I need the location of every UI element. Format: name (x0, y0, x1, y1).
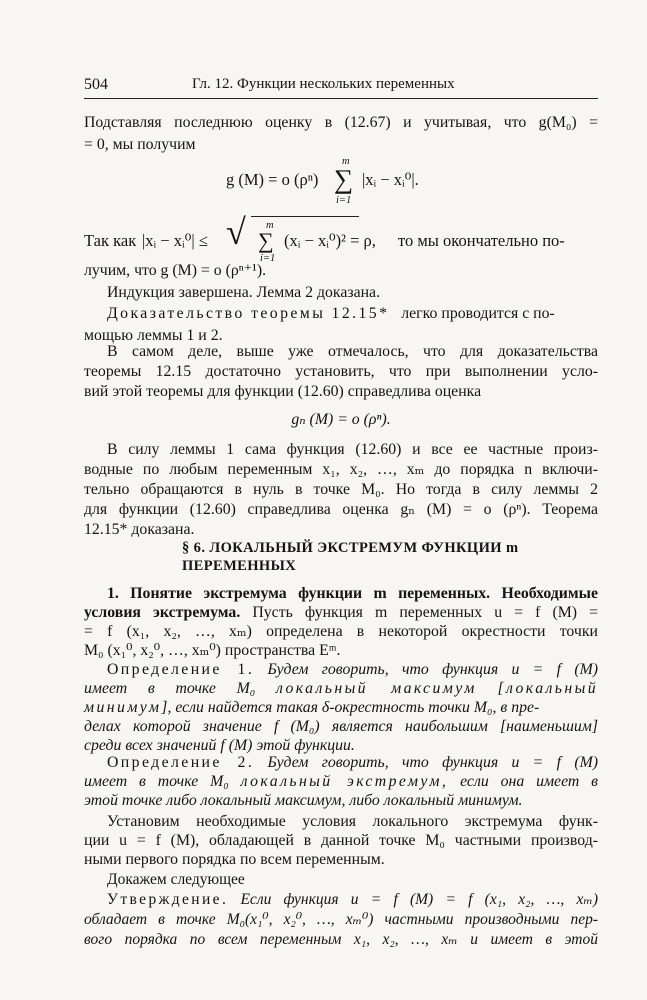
section-heading: § 6. ЛОКАЛЬНЫЙ ЭКСТРЕМУМ ФУНКЦИИ m (182, 540, 519, 556)
section-heading: ПЕРЕМЕННЫХ (182, 558, 297, 574)
running-title: Гл. 12. Функции нескольких переменных (192, 76, 455, 92)
text-line: В силу леммы 1 сама функция (12.60) и все ее частные произ- (107, 441, 598, 458)
text-line: ции u = f (M), обладающей в данной точке M₀ частными производ- (84, 832, 598, 849)
text-fragment: Если функция u = f (M) = f (x₁, x₂, …, xₘ) (240, 891, 599, 908)
text-line: водные по любым переменным x₁, x₂, …, xₘ до порядка n включи- (84, 461, 598, 478)
text-line: Подставляя последнюю оценку в (12.67) и учитывая, что g(M₀) = (84, 114, 598, 131)
term-local-minimum: [локальный (497, 680, 599, 697)
sum-upper-limit: m (266, 220, 274, 231)
definition-label: Определение 1. (107, 661, 255, 678)
text-fragment: то мы окончательно по- (398, 231, 565, 250)
text-fragment: имеет в точке M₀ (84, 680, 256, 697)
text-line: Индукция завершена. Лемма 2 доказана. (107, 284, 381, 301)
text-line: Установим необходимые условия локального экстремума функ- (107, 813, 598, 830)
summation-symbol: ∑ (258, 228, 274, 253)
text-line: лучим, что g (M) = o (ρⁿ⁺¹). (84, 262, 267, 279)
text-line: = f (x₁, x₂, …, xₘ) определена в некоторой окрестности точки (84, 623, 598, 640)
square-root-sign: √ (226, 212, 246, 252)
text-fragment: легко проводится с по- (401, 305, 555, 322)
definition-label: Определение 2. (107, 754, 255, 771)
text-line: теоремы 12.15 достаточно установить, что при выполнении усло- (84, 363, 598, 380)
text-fragment: ], если найдется такая δ-окрестность точки M₀, в пре- (161, 699, 540, 716)
text-line: вий этой теоремы для функции (12.60) справедлива оценка (84, 383, 482, 400)
text-line: Докажем следующее (107, 870, 598, 889)
subsection-title-text: условия экстремума. (84, 604, 241, 621)
term-local-extremum: локальный экстремум, (240, 773, 449, 790)
text-line: = 0, мы получим (84, 136, 196, 153)
text-line: мощью леммы 1 и 2. (84, 327, 223, 344)
subsection-title-text: 1. Понятие экстремума функции m переменных. Необходимые (107, 585, 598, 602)
text-line: тельно обращаются в нуль в точке M₀. Но тогда в силу леммы 2 (84, 481, 598, 498)
claim-label: Утверждение. (107, 891, 229, 908)
text-line (107, 890, 598, 909)
term-local-maximum: локальный максимум (276, 680, 477, 697)
sum-upper-limit: m (342, 156, 350, 167)
formula-fragment: (xᵢ − xᵢ⁰)² = ρ, (284, 231, 376, 250)
text-fragment: имеет в точке M₀ (84, 773, 229, 790)
text-fragment: Будем говорить, что функция u = f (M) (267, 661, 598, 678)
formula-lhs: g (M) = o (ρⁿ) (226, 170, 319, 189)
formula-term: |xᵢ − xᵢ⁰|. (362, 170, 419, 189)
text-line: В самом деле, выше уже отмечалось, что для доказательства (107, 343, 598, 360)
formula-fragment: |xᵢ − xᵢ⁰| ≤ (142, 231, 208, 250)
text-line: M₀ (x₁⁰, x₂⁰, …, xₘ⁰) пространства Eᵐ. (84, 642, 341, 659)
text-line: этой точке либо локальный максимум, либо локальный минимум. (84, 792, 523, 809)
text-fragment: если она имеет в (460, 773, 598, 790)
text-line: 12.15* доказана. (84, 521, 195, 538)
text-line: делах которой значение f (M₀) является наибольшим [наименьшим] (84, 718, 598, 735)
page-number: 504 (84, 76, 108, 93)
text-fragment: Так как (84, 231, 137, 250)
text-line: ными первого порядка по всем переменным. (84, 851, 385, 868)
term-local-minimum: минимум (84, 699, 162, 716)
text-line: вого порядка по всем переменным x₁, x₂, …, xₘ и имеет в этой (84, 931, 598, 948)
text-line: обладает в точке M₀(x₁⁰, x₂⁰, …, xₘ⁰) частными производными пер- (84, 911, 598, 928)
sum-lower-limit: i=1 (336, 195, 352, 206)
summation-symbol: ∑ (334, 164, 354, 194)
sum-lower-limit: i=1 (260, 253, 276, 264)
proof-label: Доказательство теоремы 12.15* (107, 305, 390, 322)
formula-display: gₙ (M) = o (ρⁿ). (291, 411, 391, 428)
text-line: для функции (12.60) справедлива оценка gₙ (M) = o (ρⁿ). Теорема (84, 501, 598, 518)
text-fragment: Будем говорить, что функция u = f (M) (267, 754, 598, 771)
text-fragment: Пусть функция m переменных u = f (M) = (252, 604, 599, 621)
text-line: среди всех значений f (M) этой функции. (84, 737, 355, 754)
